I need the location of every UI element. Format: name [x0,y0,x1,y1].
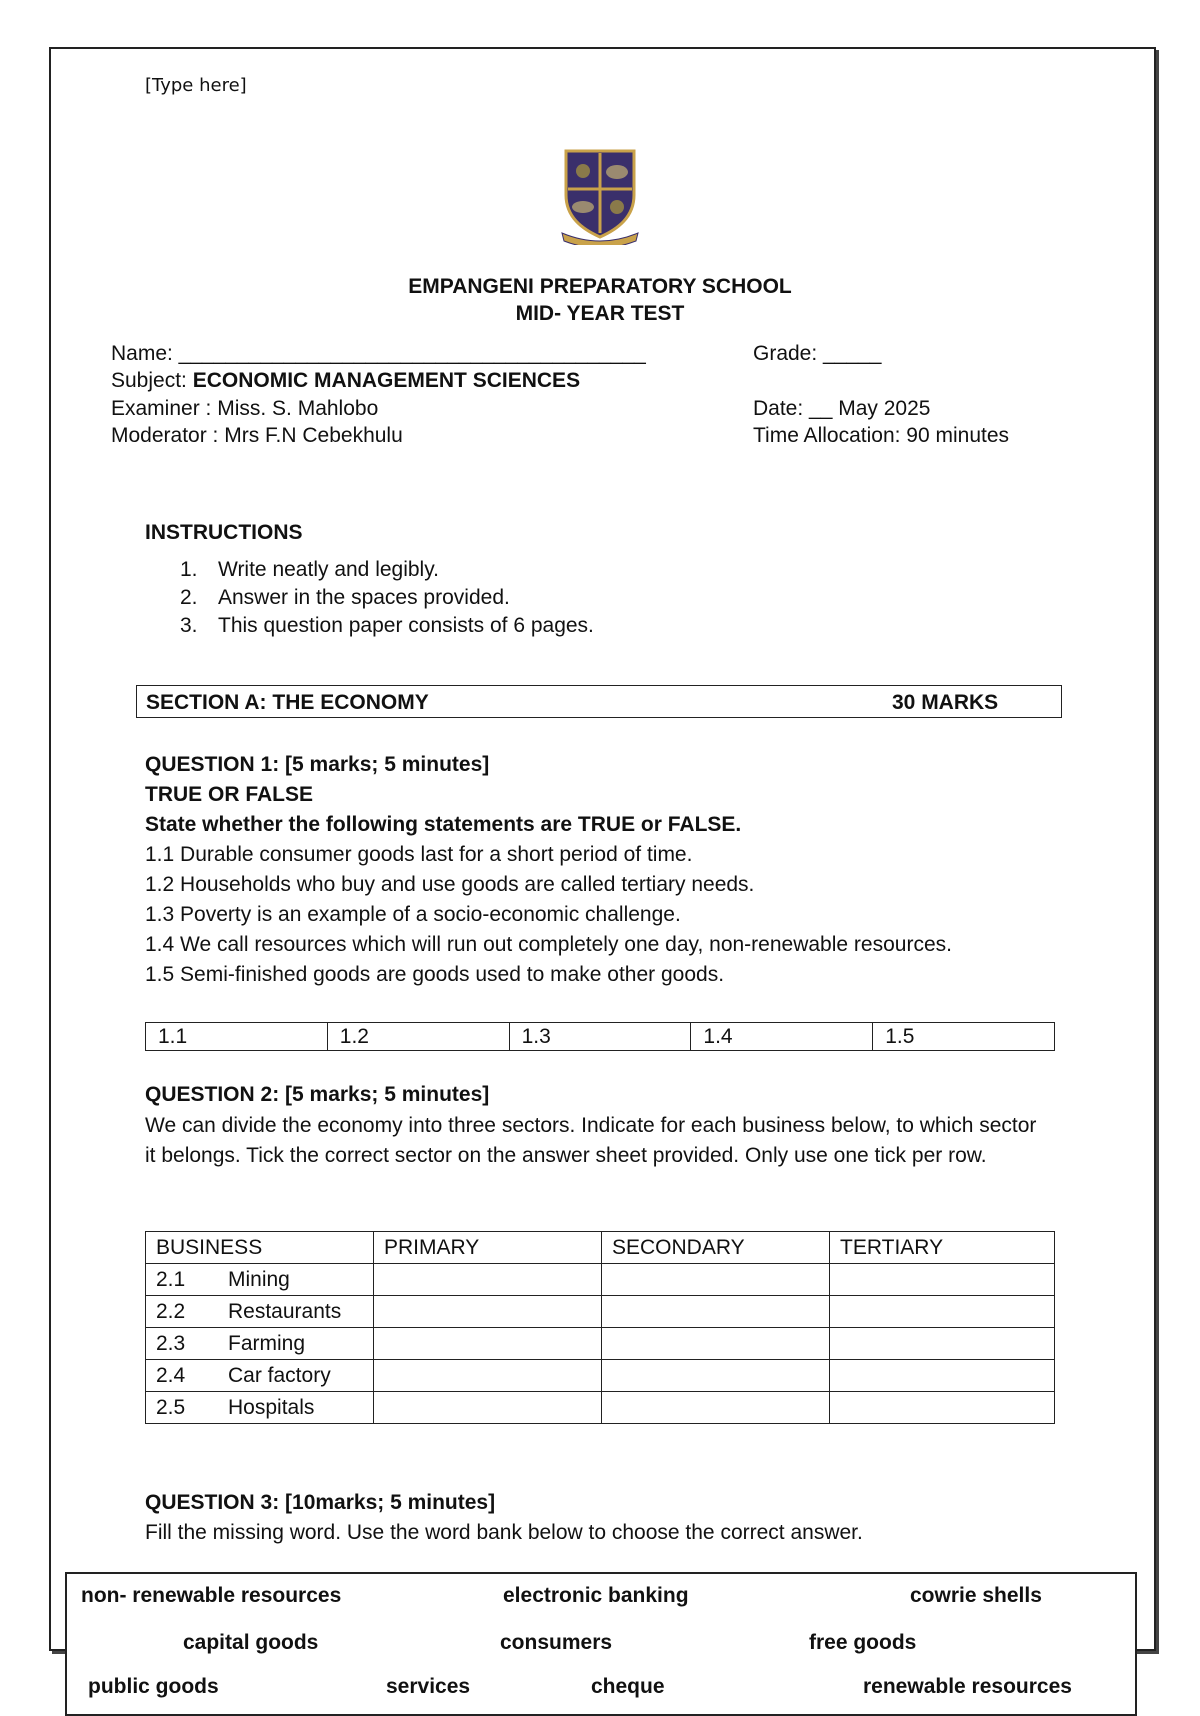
word-bank-item: cowrie shells [910,1584,1042,1607]
tick-cell[interactable] [374,1360,602,1392]
grade-field[interactable]: Grade: _____ [753,342,882,365]
col-tertiary: TERTIARY [830,1232,1055,1264]
q1-instruction: State whether the following statements are TRUE or FALSE. [145,813,742,836]
instruction-item: 2. Answer in the spaces provided. [180,586,510,609]
instruction-item: 3. This question paper consists of 6 pages. [180,614,594,637]
answer-cell[interactable]: 1.2 [327,1023,509,1051]
tick-cell[interactable] [602,1264,830,1296]
word-bank-item: electronic banking [503,1584,689,1607]
answer-cell[interactable]: 1.5 [873,1023,1055,1051]
q2-heading: QUESTION 2: [5 marks; 5 minutes] [145,1083,490,1106]
word-bank-item: public goods [88,1675,219,1698]
statement: 1.4 We call resources which will run out completely one day, non-renewable resources. [145,933,952,956]
section-a-header [136,685,1062,718]
statement: 1.5 Semi-finished goods are goods used to make other goods. [145,963,725,986]
name-field[interactable]: Name: ________________________________________ [111,342,646,365]
statement: 1.2 Households who buy and use goods are called tertiary needs. [145,873,755,896]
subject-value: ECONOMIC MANAGEMENT SCIENCES [192,369,581,392]
col-secondary: SECONDARY [602,1232,830,1264]
q1-heading: QUESTION 1: [5 marks; 5 minutes] [145,753,490,776]
statement: 1.1 Durable consumer goods last for a short period of time. [145,843,693,866]
table-row: 2.4 Car factory [146,1360,1055,1392]
instructions-list [180,558,594,642]
tick-cell[interactable] [830,1264,1055,1296]
answer-cell[interactable]: 1.1 [146,1023,328,1051]
col-business: BUSINESS [146,1232,374,1264]
word-bank-item: capital goods [183,1631,319,1654]
q1-statements [145,840,975,990]
q3-text: Fill the missing word. Use the word bank below to choose the correct answer. [145,1521,863,1544]
table-row: 2.1 Mining [146,1264,1055,1296]
instruction-item: 1. Write neatly and legibly. [180,558,440,581]
q3-heading: QUESTION 3: [10marks; 5 minutes] [145,1491,496,1514]
q2-sector-table [145,1231,1055,1424]
examiner: Examiner : Miss. S. Mahlobo [111,397,379,420]
q2-text: We can divide the economy into three sectors. Indicate for each business below, to which sector it belongs. Tick the correct sector on the answer sheet provided. Only use one tick per row. [145,1114,1037,1167]
tick-cell[interactable] [602,1296,830,1328]
col-primary: PRIMARY [374,1232,602,1264]
school-name: EMPANGENI PREPARATORY SCHOOL [408,275,792,298]
table-row: 2.2 Restaurants [146,1296,1055,1328]
date-field[interactable]: Date: __ May 2025 [753,397,931,420]
word-bank-item: non- renewable resources [81,1584,342,1607]
tick-cell[interactable] [830,1360,1055,1392]
word-bank-item: renewable resources [863,1675,1072,1698]
tick-cell[interactable] [374,1328,602,1360]
answer-cell[interactable]: 1.3 [509,1023,691,1051]
school-crest-logo [560,145,640,245]
tick-cell[interactable] [602,1392,830,1424]
table-header-row [146,1232,1055,1264]
statement: 1.3 Poverty is an example of a socio-economic challenge. [145,903,681,926]
answer-cell[interactable]: 1.4 [691,1023,873,1051]
tick-cell[interactable] [830,1296,1055,1328]
word-bank [65,1572,1137,1716]
tick-cell[interactable] [830,1328,1055,1360]
tick-cell[interactable] [374,1296,602,1328]
tick-cell[interactable] [602,1328,830,1360]
header-placeholder[interactable]: [Type here] [145,75,247,96]
tick-cell[interactable] [374,1392,602,1424]
table-row: 2.5 Hospitals [146,1392,1055,1424]
test-title: MID- YEAR TEST [515,302,685,325]
time-allocation: Time Allocation: 90 minutes [753,424,1010,447]
q1-answer-table [145,1022,1055,1051]
table-row: 2.3 Farming [146,1328,1055,1360]
word-bank-item: free goods [809,1631,917,1654]
word-bank-item: consumers [500,1631,613,1654]
section-a-marks: 30 MARKS [892,691,999,714]
instructions-heading: INSTRUCTIONS [145,521,303,544]
subject-label: Subject: [111,369,193,392]
tick-cell[interactable] [830,1392,1055,1424]
word-bank-item: services [386,1675,471,1698]
section-a-title: SECTION A: THE ECONOMY [146,691,429,714]
tick-cell[interactable] [374,1264,602,1296]
subject-line [111,369,580,393]
tick-cell[interactable] [602,1360,830,1392]
moderator: Moderator : Mrs F.N Cebekhulu [111,424,403,447]
word-bank-item: cheque [591,1675,665,1698]
q1-subheading: TRUE OR FALSE [145,783,314,806]
